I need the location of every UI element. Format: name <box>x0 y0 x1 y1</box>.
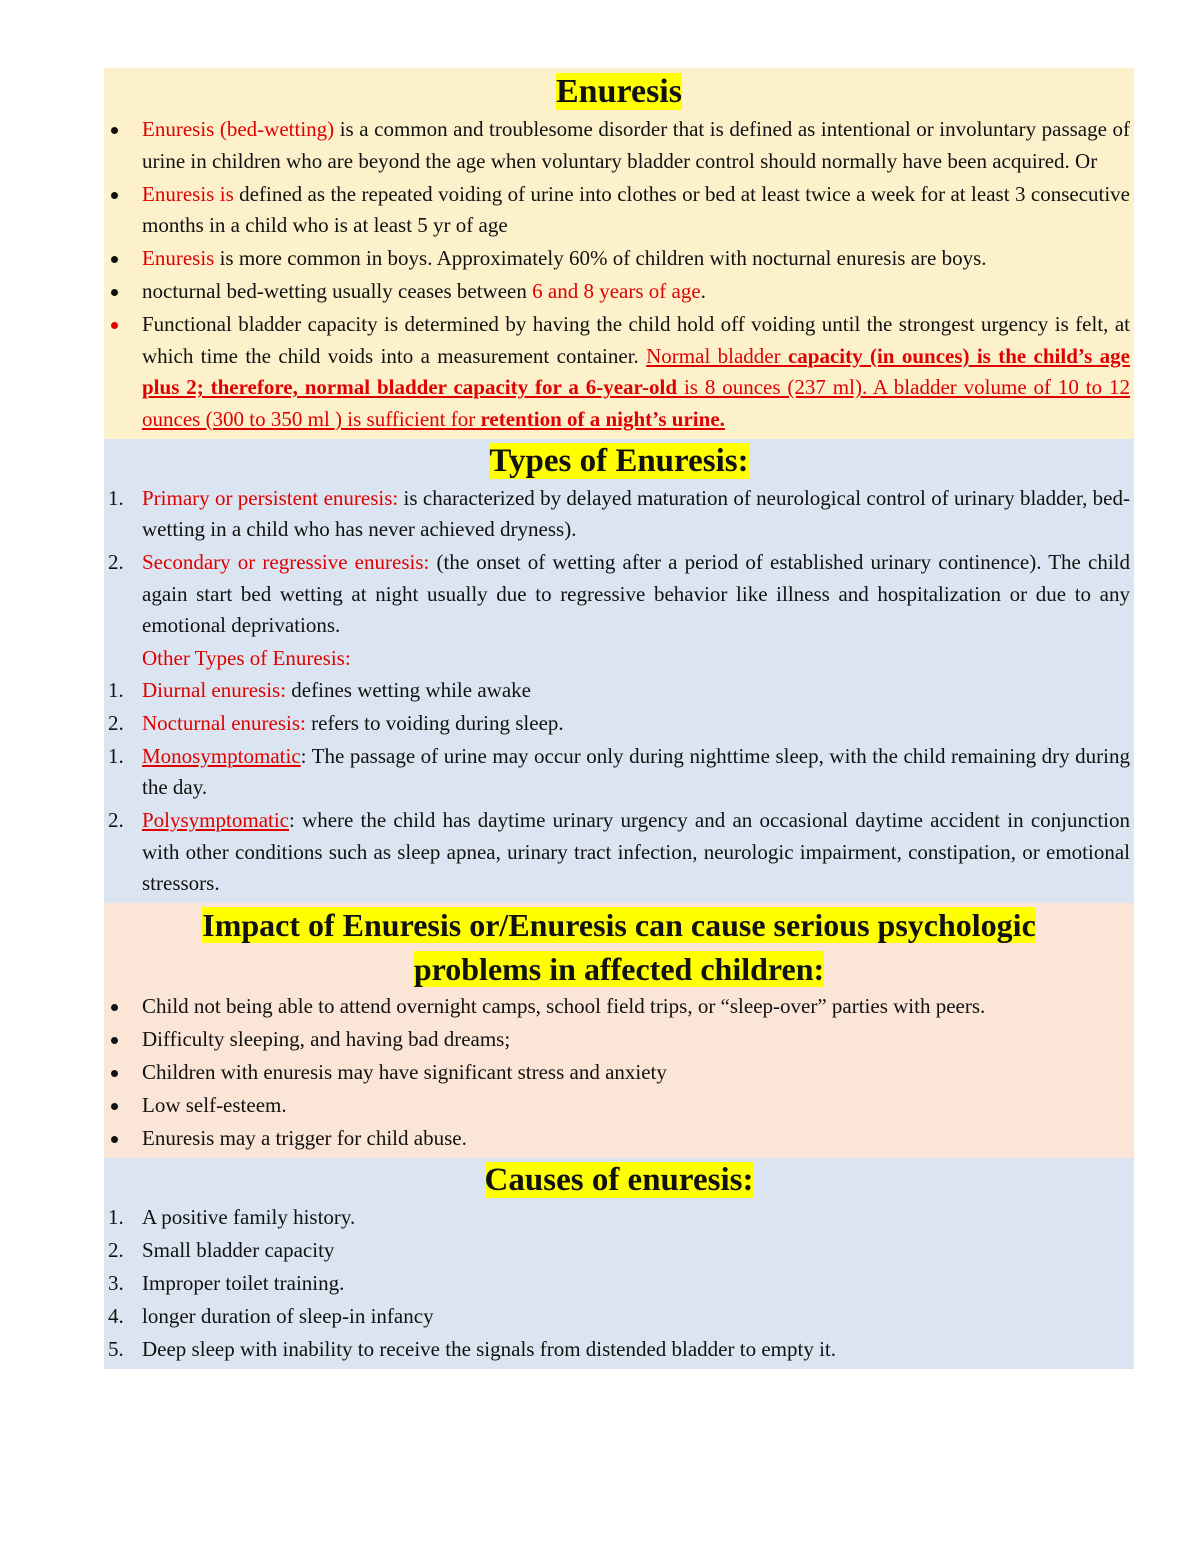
list-item: Enuresis (bed-wetting) is a common and troublesome disorder that is defined as intentional or involuntary passage of urine in children who are beyond the age when voluntary bladder control should normally have been acquired. Or <box>108 114 1130 177</box>
types-heading: Types of Enuresis: <box>489 442 749 479</box>
list-item: Enuresis may a trigger for child abuse. <box>108 1123 1130 1155</box>
list-item: Enuresis is more common in boys. Approximately 60% of children with nocturnal enuresis are boys. <box>108 243 1130 275</box>
list-item: Children with enuresis may have significant stress and anxiety <box>108 1057 1130 1089</box>
bullet-icon <box>111 1136 118 1143</box>
impact-section <box>104 903 1134 1158</box>
list-item: Child not being able to attend overnight camps, school field trips, or “sleep-over” parties with peers. <box>108 991 1130 1023</box>
list-item: 2. Polysymptomatic: where the child has daytime urinary urgency and an occasional daytime accident in conjunction with other conditions such as sleep apnea, urinary tract infection, neurologic impairment, constipation, or emotional stressors. <box>108 808 1130 895</box>
types-list <box>108 483 1130 642</box>
list-item: 3. Improper toilet training. <box>108 1271 345 1295</box>
list-item: 2. Nocturnal enuresis: refers to voiding during sleep. <box>108 710 564 735</box>
list-item: 1. Primary or persistent enuresis: is characterized by delayed maturation of neurological control of urinary bladder, bed-wetting in a child who has never achieved dryness). <box>108 485 1130 541</box>
bullet-icon <box>111 1070 118 1077</box>
causes-list <box>108 1202 1130 1366</box>
bullet-icon <box>111 256 118 263</box>
bullet-icon <box>111 1037 118 1044</box>
list-item: 2. Small bladder capacity <box>108 1238 335 1262</box>
list-item: nocturnal bed-wetting usually ceases between 6 and 8 years of age. <box>108 276 1130 308</box>
causes-section <box>104 1158 1134 1369</box>
types-section <box>104 439 1134 904</box>
bullet-icon <box>111 192 118 199</box>
other-types-list <box>108 675 1130 900</box>
list-item: Enuresis is defined as the repeated voiding of urine into clothes or bed at least twice a week for at least 3 consecutive months in a child who is at least 5 yr of age <box>108 179 1130 242</box>
list-item: 1. A positive family history. <box>108 1205 356 1229</box>
intro-section <box>104 68 1134 439</box>
document-page <box>104 68 1134 1369</box>
list-item: 4. longer duration of sleep-in infancy <box>108 1304 434 1328</box>
list-item: Difficulty sleeping, and having bad dreams; <box>108 1024 1130 1056</box>
impact-list <box>108 991 1130 1155</box>
bullet-icon <box>111 289 118 296</box>
list-item: 1. Monosymptomatic: The passage of urine may occur only during nighttime sleep, with the child remaining dry during the day. <box>108 743 1130 799</box>
causes-heading: Causes of enuresis: <box>484 1162 754 1198</box>
page-title: Enuresis <box>556 73 682 110</box>
bullet-icon <box>111 127 118 134</box>
list-item: 5. Deep sleep with inability to receive the signals from distended bladder to empty it. <box>108 1337 836 1361</box>
bullet-icon <box>111 1103 118 1110</box>
list-item: Functional bladder capacity is determined by having the child hold off voiding until the strongest urgency is felt, at which time the child voids into a measurement container. Normal bladder capacity (in ounces) is the child’s age plus 2; therefore, normal bladder capacity for a 6-year-old is 8 ounces (237 ml). A bladder volume of 10 to 12 ounces (300 to 350 ml ) is sufficient for retention of a night’s urine. <box>108 309 1130 435</box>
list-item: 2. Secondary or regressive enuresis: (the onset of wetting after a period of established urinary continence). The child again start bed wetting at night usually due to regressive behavior like illness and hospitalization or due to any emotional deprivations. <box>108 550 1130 637</box>
bullet-icon <box>111 322 118 329</box>
bullet-icon <box>111 1004 118 1011</box>
intro-list <box>108 114 1130 435</box>
other-types-heading: Other Types of Enuresis: <box>142 646 351 670</box>
impact-heading: Impact of Enuresis or/Enuresis can cause serious psychologic problems in affected children: <box>202 907 1036 987</box>
list-item: Low self-esteem. <box>108 1090 1130 1122</box>
list-item: 1. Diurnal enuresis: defines wetting while awake <box>108 677 531 702</box>
